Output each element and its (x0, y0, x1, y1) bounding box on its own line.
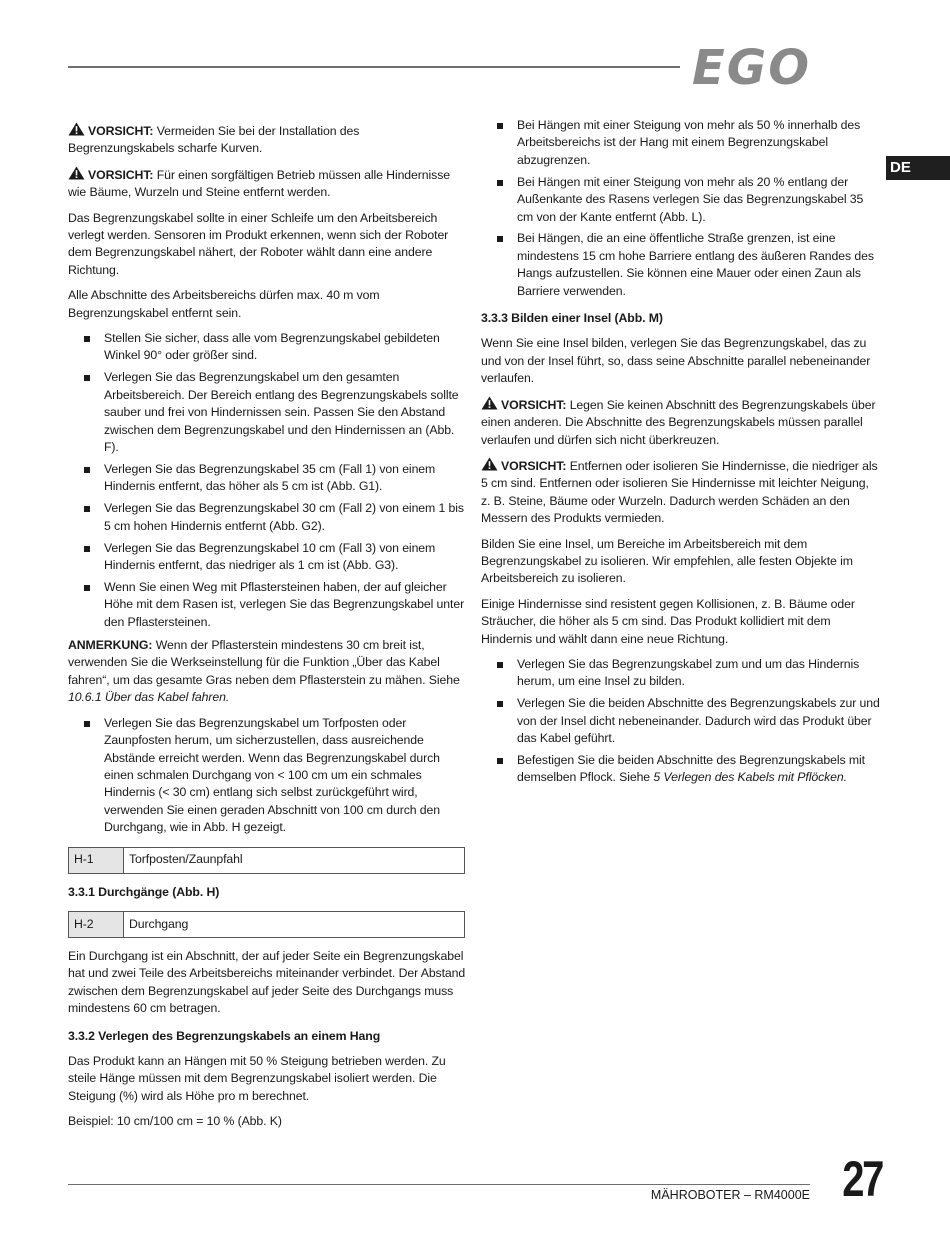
warning-triangle-icon (481, 396, 498, 410)
list-item: Wenn Sie einen Weg mit Pflastersteinen haben, der auf gleicher Höhe mit dem Rasen ist, verlegen Sie das Begrenzungskabel unter den Pflastersteinen. (68, 579, 466, 631)
caution-label: VORSICHT: (501, 397, 567, 412)
list-item: Verlegen Sie das Begrenzungskabel um den gesamten Arbeitsbereich. Der Bereich entlang des Begrenzungskabels sollte sauber und frei von Hindernissen sein. Passen Sie den Abstand zwischen dem Begrenzungskabel und den Hindernissen an (Abb. F). (68, 369, 466, 456)
list-item: Verlegen Sie das Begrenzungskabel um Torfposten oder Zaunpfosten herum, um sicherzustellen, dass ausreichende Abstände erreicht werden. Wenn das Begrenzungskabel durch einen schmalen Durchgang von < 100 cm um ein schmales Hindernis (< 30 cm) entlang sich selbst zurückgeführt wird, verwenden Sie einen geraden Abschnitt von 100 cm durch den Durchgang, wie in Abb. H gezeigt. (68, 715, 466, 837)
list-item: Verlegen Sie die beiden Abschnitte des Begrenzungskabels zur und von der Insel dicht nebeneinander. Dadurch wird das Produkt über das Kabel geführt. (481, 695, 881, 747)
list-item: Verlegen Sie das Begrenzungskabel 30 cm (Fall 2) von einem 1 bis 5 cm hohen Hindernis entfernt (Abb. G2). (68, 500, 466, 535)
bullet-list-island-steps (481, 656, 881, 787)
caution-sharp-curves (68, 122, 466, 158)
caution-text: Legen Sie keinen Abschnitt des Begrenzungskabels über einen anderen. Die Abschnitte des Begrenzungskabels müssen parallel verlaufen und dürfen sich nicht überkreuzen. (481, 397, 876, 447)
ego-logo (692, 44, 878, 90)
caution-label: VORSICHT: (88, 124, 154, 138)
list-item: Bei Hängen, die an eine öffentliche Straße grenzen, ist eine mindestens 15 cm hohe Barriere entlang des äußeren Randes des Hangs aufzustellen. Sie können eine Mauer oder einen Zaun als Barriere verwenden. (481, 230, 881, 300)
left-column (68, 122, 466, 1139)
bullet-list-cable-rules (68, 330, 466, 631)
bullet-list-posts (68, 715, 466, 837)
paragraph-collision: Einige Hindernisse sind resistent gegen Kollisionen, z. B. Bäume oder Sträucher, die höher als 5 cm sind. Das Produkt kollidiert mit dem Hindernis und wählt dann eine neue Richtung. (481, 596, 855, 646)
note-paving (68, 637, 466, 707)
paragraph-distance: Alle Abschnitte des Arbeitsbereichs dürfen max. 40 m vom Begrenzungskabel entfernt sein. (68, 288, 380, 320)
footer-rule (68, 1184, 810, 1185)
paragraph-example: Beispiel: 10 cm/100 cm = 10 % (Abb. K) (68, 1114, 282, 1129)
list-item (481, 752, 881, 787)
caution-low-obstacles (481, 457, 881, 528)
list-item: Verlegen Sie das Begrenzungskabel zum und um das Hindernis herum, um eine Insel zu bilden. (481, 656, 881, 691)
header-rule (68, 66, 680, 68)
note-text: Wenn der Pflasterstein mindestens 30 cm breit ist, verwenden Sie die Werkseinstellung für die Funktion „Über das Kabel fahren“, um das gesamte Gras neben dem Pflasterstein zu mähen. Siehe (68, 638, 460, 687)
footer-product-name: MÄHROBOTER – RM4000E (650, 1188, 810, 1202)
bullet-list-slopes (481, 117, 881, 300)
section-heading-331: 3.3.1 Durchgänge (Abb. H) (68, 884, 220, 899)
list-item-reference: 5 Verlegen des Kabels mit Pflöcken. (653, 770, 847, 785)
svg-text:EGO: EGO (692, 44, 811, 90)
figure-legend-h1 (68, 847, 465, 874)
list-item: Stellen Sie sicher, dass alle vom Begrenzungskabel gebildeten Winkel 90° oder größer sind. (68, 330, 466, 365)
paragraph-isolate: Bilden Sie eine Insel, um Bereiche im Arbeitsbereich mit dem Begrenzungskabel zu isolieren. Wir empfehlen, alle festen Objekte im Arbeitsbereich zu isolieren. (481, 536, 853, 586)
caution-label: VORSICHT: (501, 458, 567, 473)
caution-text: Vermeiden Sie bei der Installation des Begrenzungskabels scharfe Kurven. (68, 124, 360, 156)
caution-obstacles (68, 166, 466, 202)
figure-code: H-2 (69, 911, 124, 937)
caution-label: VORSICHT: (88, 167, 154, 182)
figure-label: Durchgang (124, 911, 465, 937)
section-heading-332: 3.3.2 Verlegen des Begrenzungskabels an einem Hang (68, 1028, 381, 1043)
warning-triangle-icon (481, 457, 498, 471)
paragraph-loop: Das Begrenzungskabel sollte in einer Schleife um den Arbeitsbereich verlegt werden. Sensoren im Produkt erkennen, wenn sich der Roboter dem Begrenzungskabel nähert, der Roboter wählt dann eine andere Richtung. (68, 210, 449, 277)
page-number: 27 (842, 1151, 882, 1207)
paragraph-island: Wenn Sie eine Insel bilden, verlegen Sie das Begrenzungskabel, das zu und von der Insel führt, so, dass seine Abschnitte parallel nebeneinander verlaufen. (481, 336, 871, 386)
note-label: ANMERKUNG: (68, 638, 153, 653)
list-item-text: Befestigen Sie die beiden Abschnitte des Begrenzungskabels mit demselben Pflock. Siehe (517, 753, 865, 785)
caution-text: Entfernen oder isolieren Sie Hindernisse, die niedriger als 5 cm sind. Entfernen oder isolieren Sie Hindernisse mit leichter Neigung, z. B. Steine, Bäume oder Wurzeln. Dadurch werden Schäden an den Messern des Produkts vermieden. (481, 458, 878, 526)
right-column (481, 117, 881, 793)
caution-text: Für einen sorgfältigen Betrieb müssen alle Hindernisse wie Bäume, Wurzeln und Steine entfernt werden. (68, 167, 450, 200)
paragraph-slope: Das Produkt kann an Hängen mit 50 % Steigung betrieben werden. Zu steile Hänge müssen mit dem Begrenzungskabel isoliert werden. Die Steigung (%) wird als Höhe pro m berechnet. (68, 1053, 446, 1103)
list-item: Bei Hängen mit einer Steigung von mehr als 50 % innerhalb des Arbeitsbereichs ist der Hang mit einem Begrenzungskabel abzugrenzen. (481, 117, 881, 169)
note-reference: 10.6.1 Über das Kabel fahren. (68, 690, 230, 705)
language-tab: DE (886, 156, 950, 180)
section-heading-333: 3.3.3 Bilden einer Insel (Abb. M) (481, 311, 663, 326)
caution-no-overlap (481, 396, 881, 449)
paragraph-passage: Ein Durchgang ist ein Abschnitt, der auf jeder Seite ein Begrenzungskabel hat und zwei Teile des Arbeitsbereichs miteinander verbindet. Der Abstand zwischen dem Begrenzungskabel auf jeder Seite des Durchgangs muss mindestens 60 cm betragen. (68, 948, 466, 1016)
figure-label: Torfposten/Zaunpfahl (124, 847, 465, 873)
list-item: Verlegen Sie das Begrenzungskabel 10 cm (Fall 3) von einem Hindernis entfernt, das niedriger als 1 cm ist (Abb. G3). (68, 540, 466, 575)
warning-triangle-icon (68, 166, 85, 180)
list-item: Bei Hängen mit einer Steigung von mehr als 20 % entlang der Außenkante des Rasens verlegen Sie das Begrenzungskabel 35 cm von der Kante entfernt (Abb. L). (481, 174, 881, 226)
figure-code: H-1 (69, 847, 124, 873)
figure-legend-h2 (68, 911, 465, 938)
warning-triangle-icon (68, 122, 85, 136)
list-item: Verlegen Sie das Begrenzungskabel 35 cm (Fall 1) von einem Hindernis entfernt, das höher als 5 cm ist (Abb. G1). (68, 461, 466, 496)
